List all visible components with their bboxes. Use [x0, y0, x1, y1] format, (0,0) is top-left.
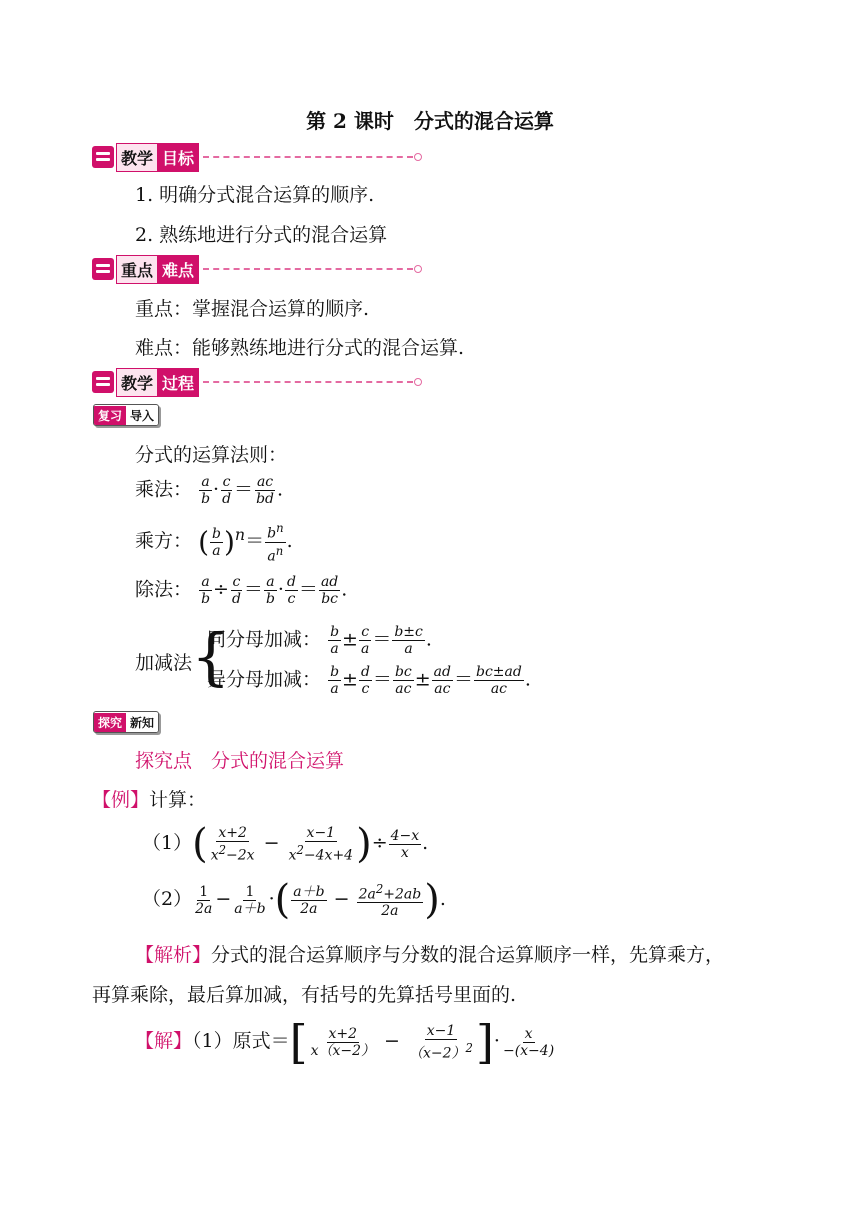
rule-label: 除法：	[135, 578, 193, 601]
fraction: $\frac{d}{c}$	[360, 664, 370, 697]
fraction: $\frac{1}{2a}$	[195, 883, 213, 917]
book-icon	[92, 258, 114, 280]
rule-label: 乘法：	[135, 478, 193, 501]
fraction: $\frac{x+2}{x^2-2x}$	[210, 824, 255, 864]
tag-explore-b: 新知	[126, 713, 158, 732]
tag-explore-a: 探究	[94, 713, 126, 732]
fraction: $\frac{b^n}{a^n}$	[267, 521, 284, 565]
fraction: $\frac{a}{b}$	[201, 474, 211, 507]
fraction: $\frac{ad}{bc}$	[320, 574, 339, 607]
brace: {	[191, 620, 231, 693]
tag-review-b: 导入	[126, 406, 158, 425]
tag-review-a: 复习	[94, 406, 126, 425]
dashed-divider	[203, 381, 413, 383]
fraction: $\frac{c}{d}$	[222, 474, 232, 507]
fraction: $\frac{b}{a}$	[212, 525, 221, 559]
fraction: $\frac{a}{b}$	[265, 574, 275, 607]
header-label-a: 教学	[116, 143, 157, 172]
dashed-divider	[203, 268, 413, 270]
fraction: $\frac{b\pm c}{a}$	[394, 624, 423, 657]
fraction: $\frac{x+2}{x(x-2)}$	[310, 1025, 375, 1059]
divider-end-dot	[414, 153, 422, 161]
objective-2: 2. 熟练地进行分式的混合运算	[135, 224, 388, 246]
book-icon	[92, 146, 114, 168]
page-title: 第 2 课时 分式的混合运算	[306, 109, 554, 133]
header-label-b: 目标	[157, 143, 199, 172]
tag-explore	[93, 711, 159, 733]
fraction: $\frac{bc}{ac}$	[394, 664, 412, 697]
book-icon	[92, 371, 114, 393]
fraction: $\frac{c}{a}$	[360, 624, 370, 657]
section-header-process	[92, 369, 422, 395]
fraction: $\frac{b}{a}$	[330, 624, 340, 657]
solution: 【解】（1）原式＝[ $\frac{x+2}{x(x-2)}$ − $\frac{x-1}{(x-2)^2}$ ]· $\frac{x}{-(x-4)}$	[135, 1015, 555, 1069]
question-2: （2） $\frac{1}{2a}$ − $\frac{1}{a+b}$ ·( $\frac{a+b}{2a}$ − $\frac{2a^2+2ab}{2a}$ ).	[142, 877, 446, 923]
header-label-a: 教学	[116, 368, 157, 397]
rule-label: 乘方：	[135, 530, 193, 553]
fraction: $\frac{2a^2+2ab}{2a}$	[358, 881, 422, 920]
rule-diff-denom: 异分母加减： $\frac{b}{a}$ ± $\frac{d}{c}$ ＝ $\frac{bc}{ac}$ ± $\frac{ad}{ac}$ ＝ $\frac{bc\pm ad}{ac}$ .	[207, 664, 531, 697]
fraction: $\frac{4-x}{x}$	[390, 827, 420, 861]
rule-addsub-label: 加减法	[135, 652, 193, 674]
question-label: （1）	[142, 832, 193, 854]
example-text: 计算：	[149, 789, 207, 811]
fraction: $\frac{ac}{bd}$	[256, 474, 274, 507]
example-tag: 【例】	[92, 789, 150, 811]
rule-label: 同分母加减：	[207, 628, 322, 651]
objective-1: 1. 明确分式混合运算的顺序.	[135, 184, 375, 206]
rule-divide: 除法： $\frac{a}{b}$ ÷ $\frac{c}{d}$ ＝ $\frac{a}{b}$ · $\frac{d}{c}$ ＝ $\frac{ad}{bc}$ .	[135, 574, 348, 607]
section-header-keypoints	[92, 256, 422, 282]
rules-intro: 分式的运算法则：	[135, 444, 288, 466]
tag-review	[93, 404, 159, 426]
solution-text: （1）原式＝	[192, 1030, 290, 1052]
rule-label: 异分母加减：	[207, 668, 322, 691]
dashed-divider	[203, 156, 413, 158]
fraction: $\frac{a}{b}$	[201, 574, 211, 607]
fraction: $\frac{c}{d}$	[231, 574, 241, 607]
fraction: $\frac{x-1}{(x-2)^2}$	[409, 1022, 473, 1062]
fraction: $\frac{ad}{ac}$	[433, 664, 451, 697]
question-label: （2）	[142, 888, 193, 910]
header-label-b: 过程	[157, 368, 199, 397]
rule-multiply: 乘法： $\frac{a}{b}$ · $\frac{c}{d}$ ＝ $\frac{ac}{bd}$ .	[135, 474, 284, 507]
rule-same-denom: 同分母加减： $\frac{b}{a}$ ± $\frac{c}{a}$ ＝ $\frac{b\pm c}{a}$ .	[207, 624, 432, 657]
analysis-text: 分式的混合运算顺序与分数的混合运算顺序一样，先算乘方，	[211, 944, 725, 966]
keypoint-2: 难点：能够熟练地进行分式的混合运算.	[135, 337, 465, 359]
fraction: $\frac{1}{a+b}$	[234, 883, 266, 917]
question-1: （1）( $\frac{x+2}{x^2-2x}$ − $\frac{x-1}{x^2-4x+4}$ )÷ $\frac{4-x}{x}$ .	[142, 821, 429, 867]
keypoint-1: 重点：掌握混合运算的顺序.	[135, 298, 370, 320]
fraction: $\frac{x}{-(x-4)}$	[502, 1025, 555, 1059]
fraction: $\frac{x-1}{x^2-4x+4}$	[288, 824, 354, 864]
fraction: $\frac{bc\pm ad}{ac}$	[476, 664, 522, 697]
analysis-line-1	[135, 940, 724, 967]
fraction: $\frac{b}{a}$	[330, 664, 340, 697]
fraction: $\frac{d}{c}$	[286, 574, 296, 607]
rule-power: 乘方： ( $\frac{b}{a}$ )$^n$＝ $\frac{b^n}{a^n}$ .	[135, 521, 293, 565]
header-label-b: 难点	[157, 255, 199, 284]
analysis-line-2: 再算乘除，最后算加减，有括号的先算括号里面的.	[92, 984, 517, 1006]
divider-end-dot	[414, 378, 422, 386]
analysis-tag: 【解析】	[135, 944, 212, 966]
section-header-objectives	[92, 144, 422, 170]
solution-tag: 【解】	[135, 1030, 193, 1052]
example	[92, 785, 206, 812]
fraction: $\frac{a+b}{2a}$	[293, 883, 325, 917]
header-label-a: 重点	[116, 255, 157, 284]
divider-end-dot	[414, 265, 422, 273]
explore-point: 探究点 分式的混合运算	[135, 750, 345, 772]
